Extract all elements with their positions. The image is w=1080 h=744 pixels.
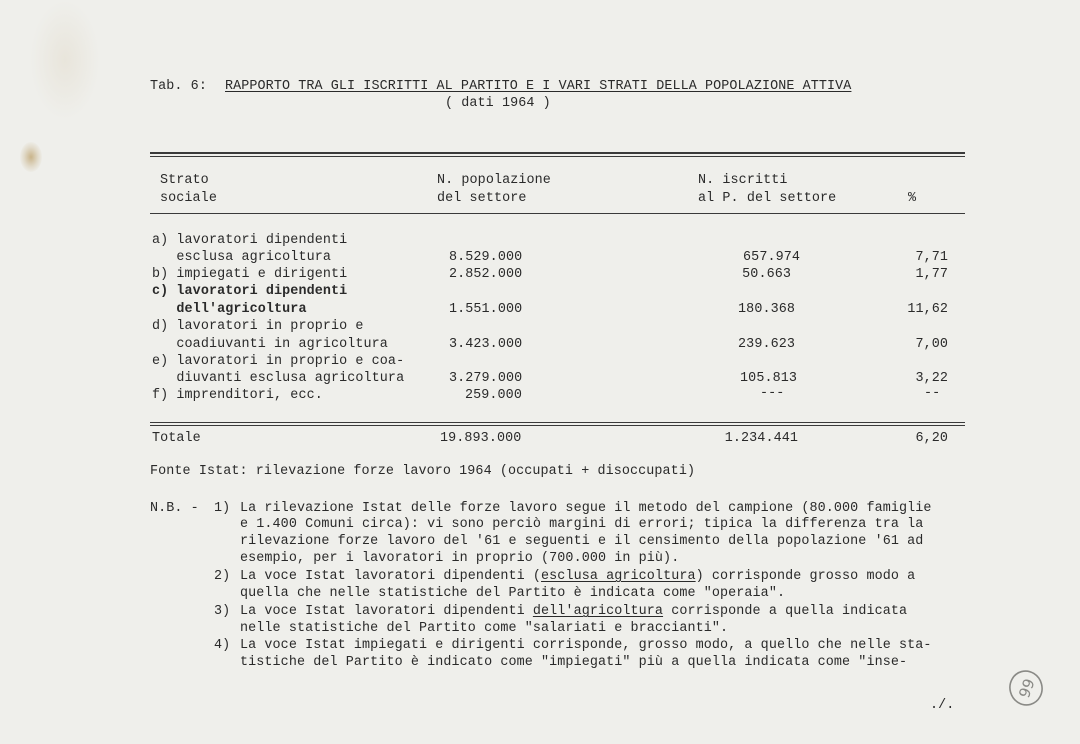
total-iscritti: 1.234.441 bbox=[724, 431, 798, 446]
note-3-underlined: dell'agricoltura bbox=[532, 604, 664, 619]
note-2-underlined: esclusa agricoltura bbox=[541, 569, 696, 584]
row-e-popolazione: 3.279.000 bbox=[449, 371, 523, 386]
row-a-iscritti: 657.974 bbox=[743, 250, 800, 265]
row-f-popolazione: 259.000 bbox=[465, 388, 522, 403]
row-a-percent: 7,71 bbox=[915, 250, 948, 265]
row-c-iscritti: 180.368 bbox=[738, 302, 795, 317]
note-1-line-4: esempio, per i lavoratori in proprio (700.000 in più). bbox=[240, 551, 680, 566]
row-d-label-1: d) lavoratori in proprio e bbox=[152, 319, 364, 334]
total-percent: 6,20 bbox=[915, 431, 948, 446]
note-2-post: ) corrisponde grosso modo a bbox=[695, 569, 916, 584]
total-rule-top bbox=[150, 422, 965, 423]
header-rule-top bbox=[150, 152, 965, 154]
row-e-iscritti: 105.813 bbox=[740, 371, 797, 386]
note-1-number: 1) bbox=[214, 501, 231, 516]
svg-text:99: 99 bbox=[1015, 676, 1039, 701]
note-2-line-2: quella che nelle statistiche del Partito è indicata come "operaia". bbox=[240, 586, 786, 601]
total-label: Totale bbox=[152, 431, 201, 446]
row-e-label-1: e) lavoratori in proprio e coa- bbox=[152, 354, 405, 369]
note-3-post: corrisponde a quella indicata bbox=[663, 604, 908, 619]
row-b-percent: 1,77 bbox=[915, 267, 948, 282]
row-d-label-2: coadiuvanti in agricoltura bbox=[152, 337, 388, 352]
row-f-iscritti: --- bbox=[760, 386, 785, 401]
note-3-pre: La voce Istat lavoratori dipendenti bbox=[240, 604, 533, 619]
note-3-number: 3) bbox=[214, 604, 231, 619]
note-4-line-2: tistiche del Partito è indicato come "impiegati" più a quella indicata come "inse- bbox=[240, 655, 908, 670]
table-subtitle: ( dati 1964 ) bbox=[445, 96, 551, 111]
source-note: Fonte Istat: rilevazione forze lavoro 1964 (occupati + disoccupati) bbox=[150, 464, 696, 479]
row-c-label-2: dell'agricoltura bbox=[152, 302, 307, 317]
total-popolazione: 19.893.000 bbox=[440, 431, 522, 446]
row-c-popolazione: 1.551.000 bbox=[449, 302, 523, 317]
row-a-popolazione: 8.529.000 bbox=[449, 250, 523, 265]
note-3-line-2: nelle statistiche del Partito come "salariati e braccianti". bbox=[240, 621, 729, 636]
row-a-label-1: a) lavoratori dipendenti bbox=[152, 233, 348, 248]
note-3-line-1 bbox=[240, 604, 907, 620]
header-rule-bottom bbox=[150, 213, 965, 214]
handwritten-page-number bbox=[1006, 668, 1046, 708]
row-b-popolazione: 2.852.000 bbox=[449, 267, 523, 282]
table-title: RAPPORTO TRA GLI ISCRITTI AL PARTITO E I VARI STRATI DELLA POPOLAZIONE ATTIVA bbox=[225, 79, 852, 94]
row-c-label-1: c) lavoratori dipendenti bbox=[152, 284, 348, 299]
col-header-popolazione: N. popolazione bbox=[437, 173, 551, 188]
col-header-percent: % bbox=[908, 191, 917, 206]
row-d-iscritti: 239.623 bbox=[738, 337, 795, 352]
row-e-percent: 3,22 bbox=[915, 371, 948, 386]
paper-stain bbox=[20, 142, 42, 172]
col-header-strato: Strato bbox=[160, 173, 209, 188]
row-f-label-1: f) imprenditori, ecc. bbox=[152, 388, 323, 403]
col-header-iscritti-2: al P. del settore bbox=[698, 191, 837, 206]
note-1-line-1: La rilevazione Istat delle forze lavoro segue il metodo del campione (80.000 famiglie bbox=[240, 501, 932, 516]
notes-prefix: N.B. - bbox=[150, 501, 207, 516]
col-header-popolazione-2: del settore bbox=[437, 191, 527, 206]
row-a-label-2: esclusa agricoltura bbox=[152, 250, 331, 265]
paper-stain bbox=[30, 0, 100, 120]
row-f-percent: -- bbox=[924, 386, 941, 401]
row-c-percent: 11,62 bbox=[907, 302, 948, 317]
row-b-label-1: b) impiegati e dirigenti bbox=[152, 267, 348, 282]
note-2-line-1 bbox=[240, 569, 915, 585]
total-rule-top-2 bbox=[150, 425, 965, 426]
row-b-iscritti: 50.663 bbox=[742, 267, 791, 282]
table-number: Tab. 6: bbox=[150, 79, 207, 94]
row-d-percent: 7,00 bbox=[915, 337, 948, 352]
note-4-number: 4) bbox=[214, 638, 231, 653]
note-2-number: 2) bbox=[214, 569, 231, 584]
row-d-popolazione: 3.423.000 bbox=[449, 337, 523, 352]
row-e-label-2: diuvanti esclusa agricoltura bbox=[152, 371, 405, 386]
note-1-line-3: rilevazione forze lavoro del '61 e seguenti e il censimento della popolazione '61 ad bbox=[240, 534, 924, 549]
note-4-line-1: La voce Istat impiegati e dirigenti corrisponde, grosso modo, a quello che nelle sta- bbox=[240, 638, 932, 653]
note-2-pre: La voce Istat lavoratori dipendenti ( bbox=[240, 569, 542, 584]
continuation-mark: ./. bbox=[930, 698, 955, 713]
col-header-strato-2: sociale bbox=[160, 191, 217, 206]
col-header-iscritti: N. iscritti bbox=[698, 173, 788, 188]
header-rule-top-thin bbox=[150, 156, 965, 157]
note-1-line-2: e 1.400 Comuni circa): vi sono perciò margini di errori; tipica la differenza tra la bbox=[240, 517, 924, 532]
